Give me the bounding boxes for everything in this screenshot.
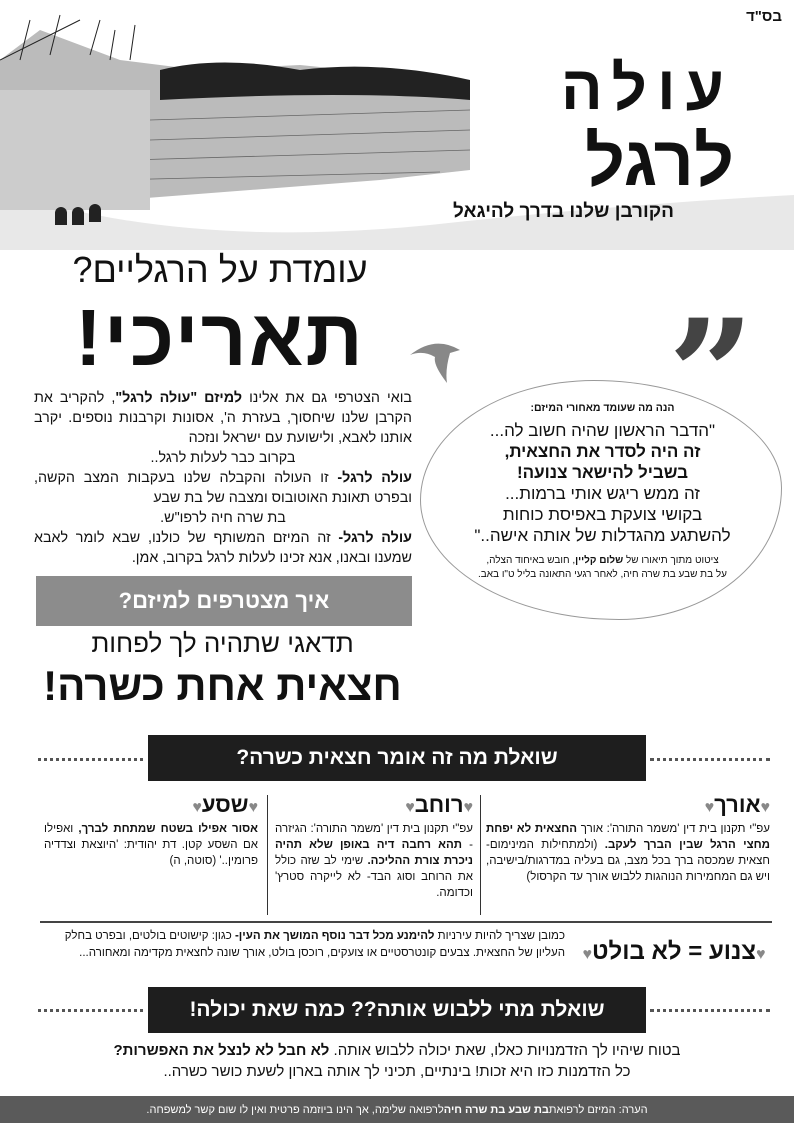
divider-dots [650, 1009, 770, 1012]
curved-arrow-icon [405, 335, 465, 385]
quote-line: "הדבר הראשון שהיה חשוב לה... [489, 421, 716, 440]
standing-heading: עומדת על הרגליים? [72, 249, 368, 290]
text: , להקריב את הקרבן שלנו שיחסוך, בעזרת ה', אסונות וקרבנות נוספים. יקרב אותנו לאבא, ולישועת עם ישראל ונזכה [34, 390, 412, 446]
quote-citation [430, 554, 775, 582]
bsd-mark: בס"ד [746, 8, 782, 25]
text: (ולמתחילות המינימום- חצאית שמכסה ברך בכל מצב, גם בעליה במדרגות/בישיבה, ויש גם המחמירות הנוהגות ללבוש אורך עד הקרסול) [486, 839, 770, 884]
quote-line: בשביל להישאר צנועה! [517, 463, 688, 482]
column-width [275, 792, 473, 901]
closing-text [40, 1040, 754, 1082]
text: עפ"י תקנון בית דין 'משמר התורה': הגיזרה - [275, 823, 473, 852]
heart-icon: ♥ [582, 946, 592, 963]
project-name: למיזם "עולה לרגל" [115, 390, 243, 406]
paragraph-3 [34, 528, 412, 568]
text-bold: החצאית לא יפחת מחצי הרגל שבין הברך לעקב. [486, 823, 770, 852]
text: זה המיזם המשותף של כולנו, שבא לומר לאבא שמענו ובאנו, אנא זכינו לעלות לרגל בקרוב, אמן. [34, 530, 412, 566]
text-bold: לא חבל לא לנצל את האפשרות? [113, 1042, 330, 1059]
body-text [34, 388, 412, 568]
text: בואי הצטרפי גם את אלינו [242, 390, 412, 406]
column-length [486, 792, 770, 885]
cherish-heading: תאריכי! [75, 293, 365, 382]
how-to-join-bar: איך מצטרפים למיזם? [36, 576, 412, 626]
author: שלום קליין [575, 555, 624, 566]
text: ואפילו אם השסע קטן. דת יהודית: 'היוצאת וצדדיה פרומין..' (סוטה, ה) [44, 823, 258, 868]
label: עולה לרגל- [337, 470, 412, 486]
paragraph-1-end: בקרוב כבר לעלות לרגל.. [150, 450, 296, 466]
divider-dots [38, 758, 143, 761]
text: שימי לב שזה כולל את הרוחב וסוג הבד- לא לייקרה סטרץ' וכדומה. [275, 855, 473, 900]
heart-icon: ♥ [760, 799, 770, 816]
divider-dots [38, 1009, 143, 1012]
quote-line: זה היה לסדר את החצאית, [504, 442, 701, 461]
logo-title-line1: עולה [560, 54, 734, 123]
text: הערה: המיזם לרפואת [548, 1103, 648, 1116]
text: לרפואה שלימה, אך הינו ביוזמה פרטית ואין לו שום קשר למשפחה. [146, 1103, 444, 1116]
column-heading: ♥שסע♥ [192, 792, 258, 817]
quote-marks-icon: ” [668, 287, 755, 463]
text: כל הזדמנות כזו היא זכות! בינתיים, תכיני לך אותה בארון לשעת כושר כשרה.. [163, 1063, 631, 1080]
kosher-skirt-heading: חצאית אחת כשרה! [43, 662, 402, 709]
text: , חובש באיחוד הצלה, [486, 555, 576, 566]
heart-icon: ♥ [704, 799, 715, 816]
quote-intro: הנה מה שעומד מאחורי המיזם: [530, 402, 675, 414]
column-heading: ♥אורך♥ [704, 792, 770, 817]
text: ציטוט מתוך תיאורו של [623, 555, 719, 566]
quote-line: זה ממש ריגש אותי ברמות... [505, 484, 700, 503]
quote-line: בקושי צועקת באפיסת כוחות [502, 505, 703, 524]
column-separator [267, 795, 268, 915]
column-heading: ♥רוחב♥ [405, 792, 473, 817]
divider-line [40, 921, 772, 923]
text: בטוח שיהיו לך הזדמנויות כאלו, שאת יכולה ללבוש אותה. [329, 1042, 681, 1059]
modest-heading: ♥צנוע = לא בולט♥ [582, 938, 766, 965]
text-bold: להימנע מכל דבר נוסף המושך את העין- [234, 930, 435, 942]
modest-text [60, 928, 565, 962]
text: כמובן שצריך להיות עירניות [434, 930, 565, 942]
text: כגון: קישוטים בולטים, ובפרט בחלק העליון של החצאית. צבעים קונטרסטיים או צועקים, רוכסן בולט, אורך שונה לחצאית מקדימה ומאחורה... [64, 930, 565, 959]
text-bold: תהא רחבה דיה באופן שלא תהיה ניכרת צורת ההליכה. [275, 839, 473, 868]
text-bold: אסור אפילו בשטח שמתחת לברך, [78, 823, 259, 836]
section-kosher-skirt-title: שואלת מה זה אומר חצאית כשרה? [148, 735, 646, 781]
subtitle: הקורבן שלנו בדרך להיגאל [453, 201, 674, 222]
heart-icon: ♥ [405, 799, 415, 816]
label: עולה לרגל- [338, 530, 412, 546]
divider-dots [650, 758, 770, 761]
heart-icon: ♥ [756, 946, 766, 963]
paragraph-2-end: בת שרה חיה לרפו"ש. [160, 510, 286, 526]
heart-icon: ♥ [248, 799, 258, 816]
quote-content [430, 402, 775, 582]
paragraph-1 [34, 388, 412, 448]
text: זו העולה והקבלה שלנו בעקבות המצב הקשה, ובפרט תאונת האוטובוס ומצבה של בת שבע [34, 470, 412, 506]
section-when-to-wear-title: שואלת מתי ללבוש אותה?? כמה שאת יכולה! [148, 987, 646, 1033]
paragraph-2 [34, 468, 412, 508]
text-bold: בת שבע בת שרה חיה [443, 1103, 549, 1116]
logo-title-line2: לרגל [584, 122, 734, 200]
make-sure-text: תדאגי שתהיה לך לפחות [91, 628, 354, 658]
text: על בת שבע בת שרה חיה, לאחר רגעי התאונה בליל ט"ו באב. [478, 569, 727, 580]
heart-icon: ♥ [463, 799, 473, 816]
column-slit [44, 792, 258, 869]
text: עפ"י תקנון בית דין 'משמר התורה': אורך [577, 823, 770, 836]
quote-line: להשתגע מהגדלות של אותה אישה.." [474, 526, 731, 545]
heart-icon: ♥ [192, 799, 202, 816]
footer-note [0, 1096, 794, 1123]
column-separator [480, 795, 481, 915]
